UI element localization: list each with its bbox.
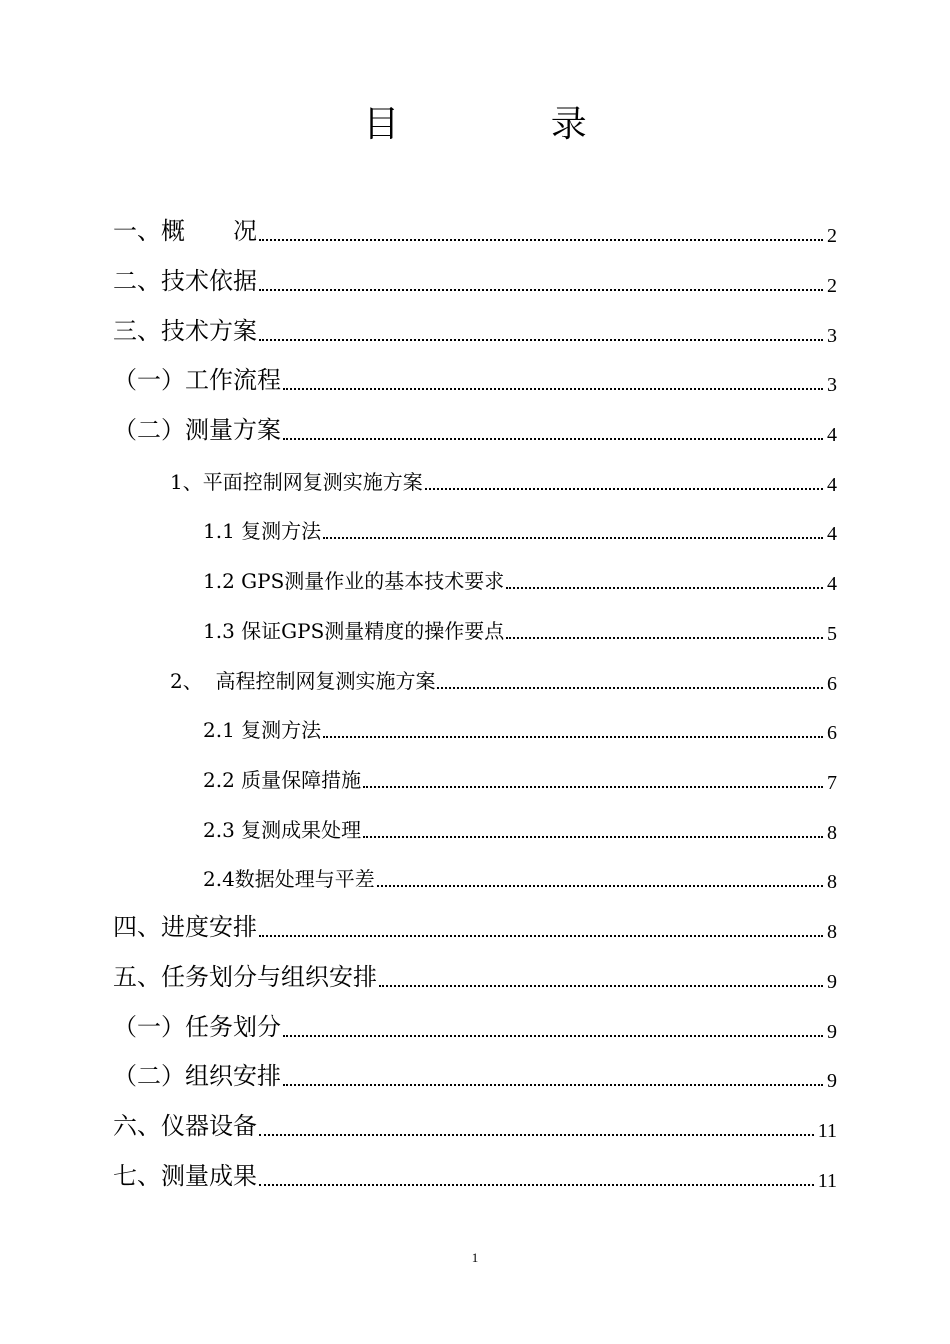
toc-entry-label: 1.1 复测方法 xyxy=(203,519,322,543)
toc-entry-label: 1、平面控制网复测实施方案 xyxy=(170,470,423,494)
dot-leader xyxy=(506,587,823,589)
page-title: 目 录 xyxy=(363,104,657,145)
toc-entry-label: 1.3 保证GPS测量精度的操作要点 xyxy=(203,619,505,643)
dot-leader xyxy=(283,1084,823,1086)
toc-entry-label: 四、进度安排 xyxy=(113,913,257,941)
dot-leader xyxy=(323,537,823,539)
toc-entry-label: 二、技术依据 xyxy=(113,267,257,295)
toc-entry[interactable] xyxy=(203,608,837,648)
toc-entry[interactable] xyxy=(113,310,837,350)
toc-entry[interactable] xyxy=(113,409,837,449)
toc-entry-page: 3 xyxy=(827,374,837,396)
toc-entry[interactable] xyxy=(113,906,837,946)
dot-leader xyxy=(379,985,823,987)
toc-entry-page: 8 xyxy=(827,921,837,943)
toc-entry-page: 6 xyxy=(827,673,837,695)
toc-entry[interactable] xyxy=(113,359,837,399)
dot-leader xyxy=(425,488,823,490)
toc-entry-label: 五、任务划分与组织安排 xyxy=(113,963,377,991)
dot-leader xyxy=(259,339,823,341)
toc-entry[interactable] xyxy=(203,508,837,548)
toc-entry[interactable] xyxy=(203,558,837,598)
toc-entry-page: 3 xyxy=(827,325,837,347)
toc-entry-page: 2 xyxy=(827,275,837,297)
toc-entry-page: 11 xyxy=(817,1120,837,1142)
toc-entry-label: 一、概 况 xyxy=(113,217,257,245)
toc-entry-label: 1.2 GPS测量作业的基本技术要求 xyxy=(203,569,505,593)
toc-entry-page: 4 xyxy=(827,523,837,545)
toc-entry[interactable] xyxy=(170,459,837,499)
toc-entry[interactable] xyxy=(203,807,837,847)
toc-entry[interactable] xyxy=(170,658,837,698)
toc-entry[interactable] xyxy=(113,260,837,300)
toc-entry[interactable] xyxy=(113,210,837,250)
dot-leader xyxy=(377,885,823,887)
toc-entry-page: 4 xyxy=(827,474,837,496)
dot-leader xyxy=(259,239,823,241)
dot-leader xyxy=(259,935,823,937)
toc-entry[interactable] xyxy=(203,707,837,747)
toc-entry-label: （二）组织安排 xyxy=(113,1062,281,1090)
dot-leader xyxy=(259,1184,814,1186)
dot-leader xyxy=(323,736,823,738)
toc-entry-page: 4 xyxy=(827,424,837,446)
toc-entry-page: 5 xyxy=(827,623,837,645)
dot-leader xyxy=(259,289,823,291)
dot-leader xyxy=(506,637,823,639)
toc-entry-label: 三、技术方案 xyxy=(113,317,257,345)
toc-entry-page: 11 xyxy=(817,1170,837,1192)
toc-entry-label: 2.1 复测方法 xyxy=(203,718,322,742)
toc-entry-page: 8 xyxy=(827,822,837,844)
toc-entry-label: 2.4数据处理与平差 xyxy=(203,867,375,891)
toc-entry-label: （一）任务划分 xyxy=(113,1013,281,1041)
toc-entry[interactable] xyxy=(113,956,837,996)
toc-entry-page: 7 xyxy=(827,772,837,794)
dot-leader xyxy=(363,786,823,788)
toc-entry[interactable] xyxy=(203,757,837,797)
toc-entry-label: 2.2 质量保障措施 xyxy=(203,768,362,792)
toc-entry[interactable] xyxy=(203,856,837,896)
toc-entry-label: 2.3 复测成果处理 xyxy=(203,818,362,842)
toc-entry-label: 六、仪器设备 xyxy=(113,1112,257,1140)
toc-entry-page: 2 xyxy=(827,225,837,247)
toc-entry-page: 9 xyxy=(827,1070,837,1092)
dot-leader xyxy=(283,1035,823,1037)
toc-entry-label: （二）测量方案 xyxy=(113,416,281,444)
toc-entry-page: 8 xyxy=(827,871,837,893)
dot-leader xyxy=(259,1134,814,1136)
toc-entry[interactable] xyxy=(113,1055,837,1095)
toc-entry[interactable] xyxy=(113,1006,837,1046)
toc-entry-label: （一）工作流程 xyxy=(113,366,281,394)
toc-entry-label: 七、测量成果 xyxy=(113,1162,257,1190)
dot-leader xyxy=(283,388,823,390)
dot-leader xyxy=(363,836,823,838)
toc-entry-page: 9 xyxy=(827,1021,837,1043)
toc-entry-label: 2、 高程控制网复测实施方案 xyxy=(170,669,436,693)
toc-entry[interactable] xyxy=(113,1105,837,1145)
dot-leader xyxy=(283,438,823,440)
dot-leader xyxy=(437,687,823,689)
toc-entry[interactable] xyxy=(113,1155,837,1195)
page-number: 1 xyxy=(471,1250,479,1265)
toc-entry-page: 6 xyxy=(827,722,837,744)
toc-entry-page: 9 xyxy=(827,971,837,993)
toc-entry-page: 4 xyxy=(827,573,837,595)
